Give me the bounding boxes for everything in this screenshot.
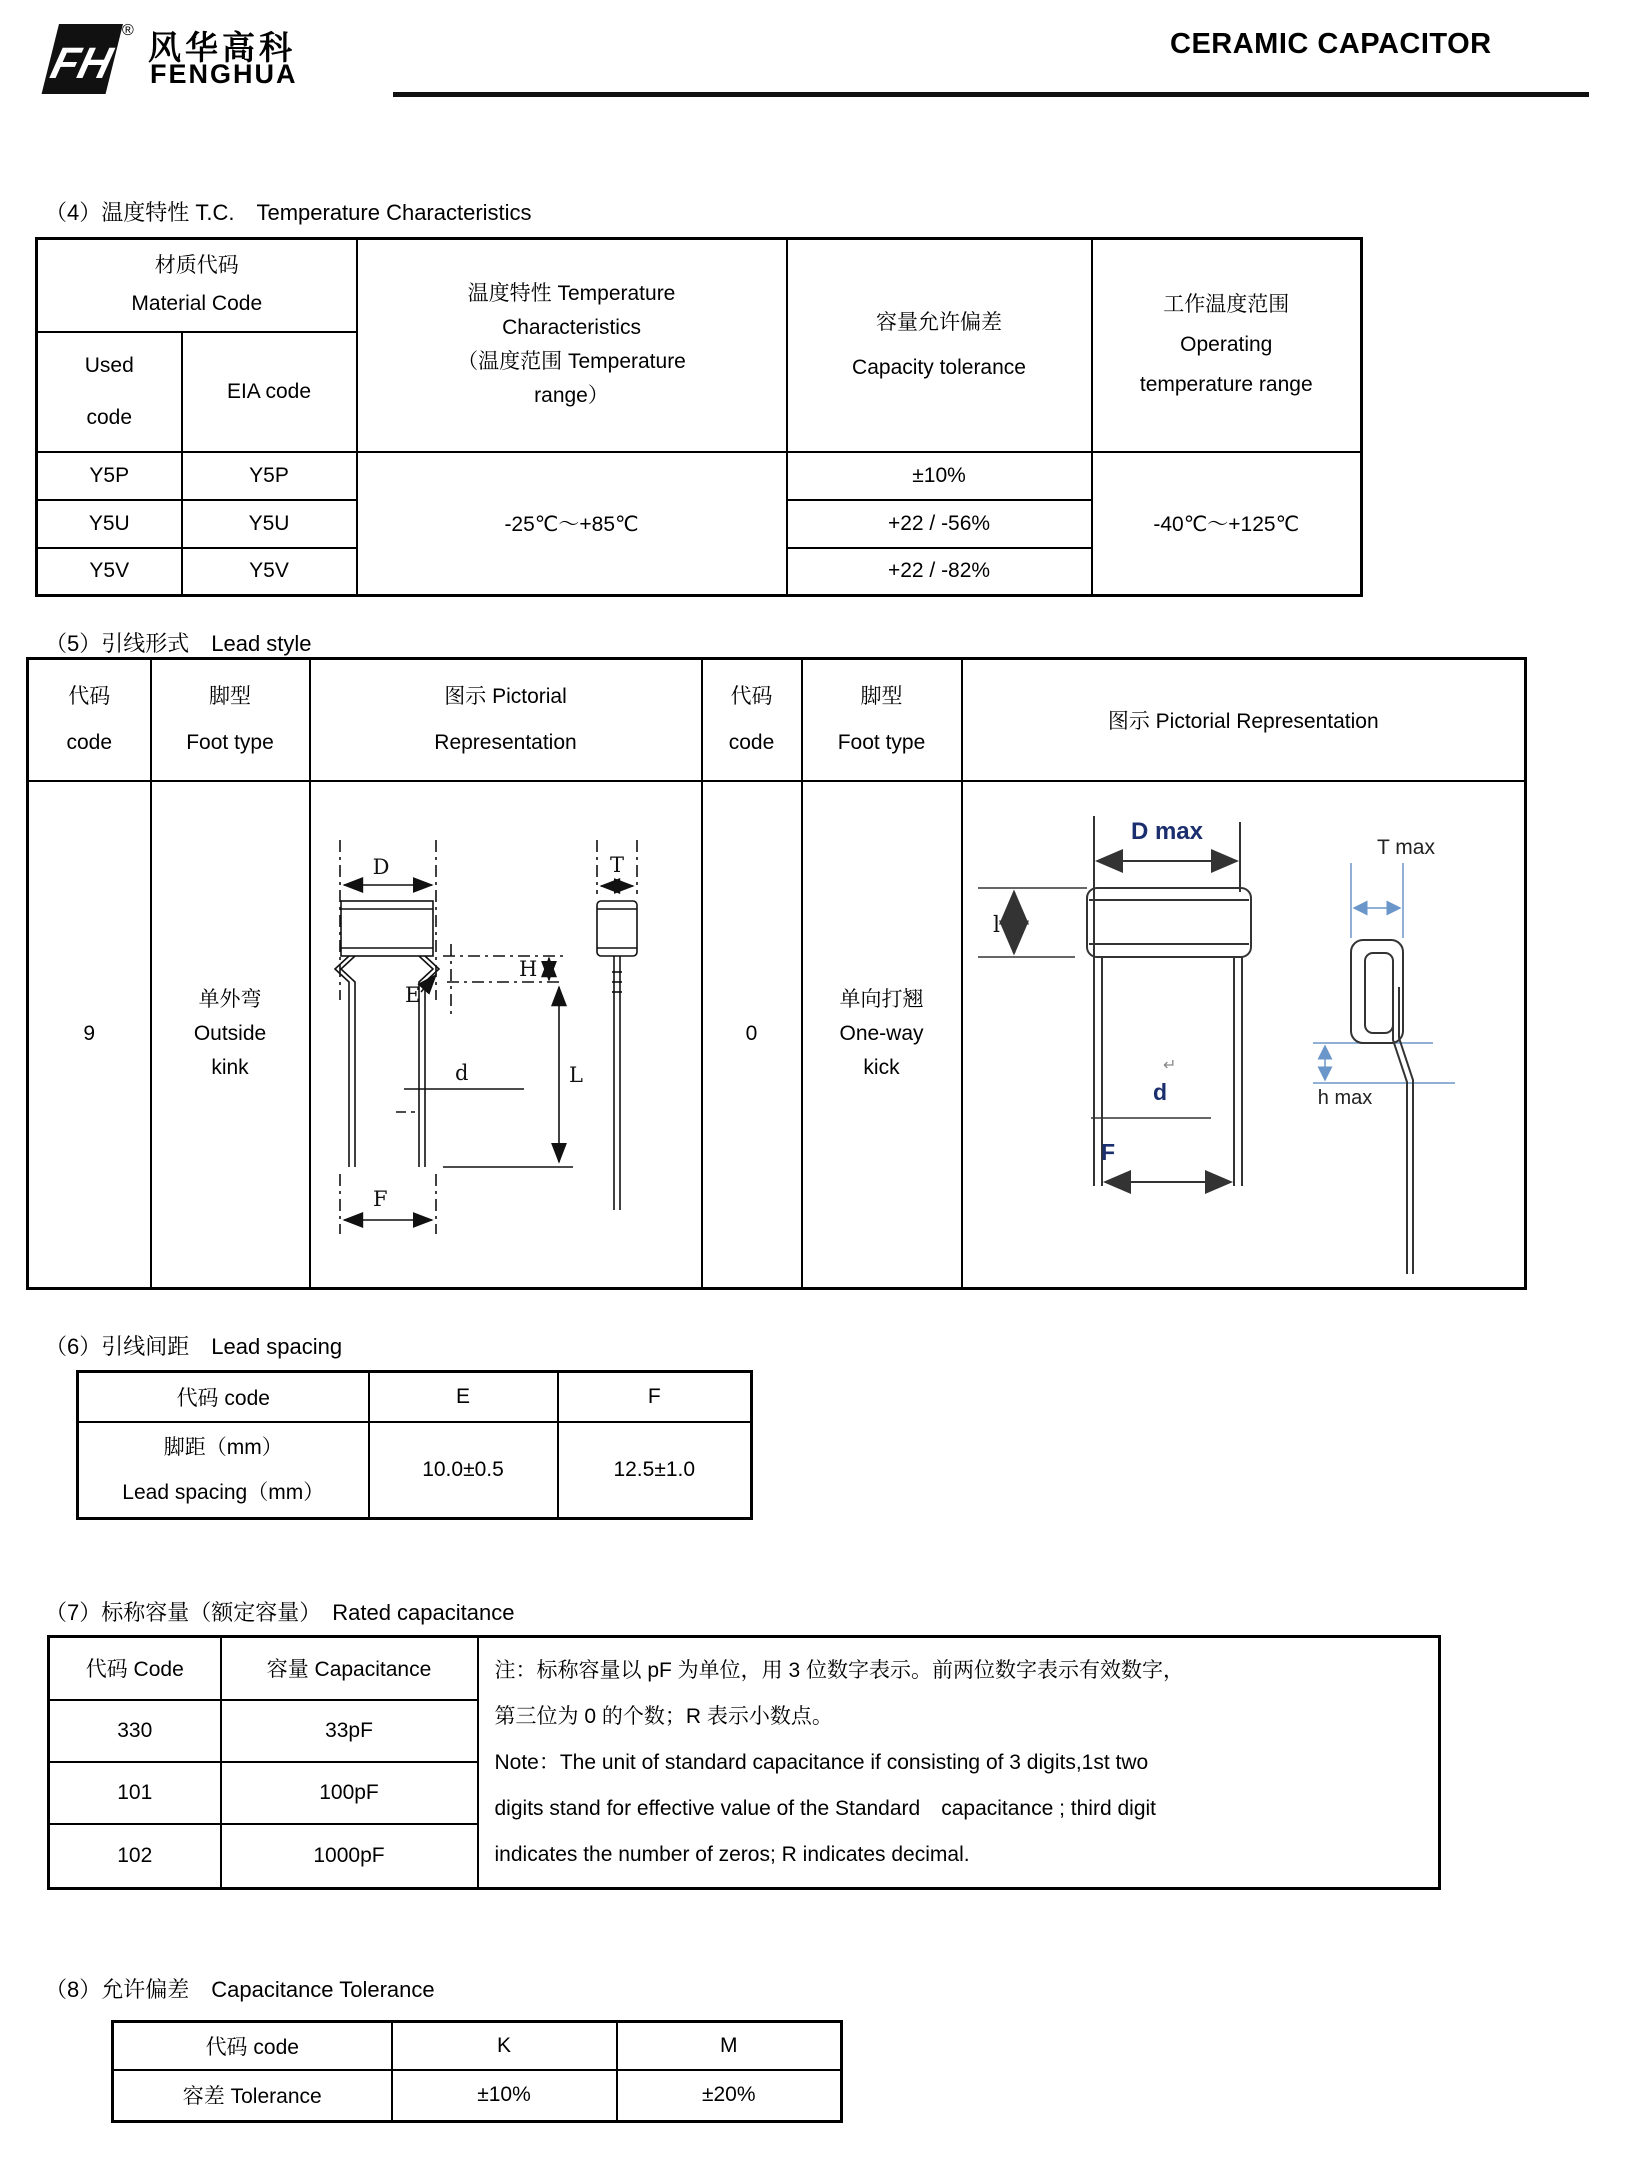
foot-type-en1: One-way bbox=[839, 1022, 924, 1046]
section5-title: （5）引线形式 Lead style bbox=[45, 631, 312, 656]
one-way-kick-diagram bbox=[963, 782, 1523, 1286]
lead-style-table bbox=[26, 657, 1527, 1290]
pictorial-header-right: 图示 Pictorial Representation bbox=[962, 659, 1526, 781]
dim-label-E: E bbox=[404, 983, 420, 1008]
rated-capacitance-table bbox=[47, 1635, 1441, 1890]
capacitance-note-cell bbox=[478, 1637, 1440, 1889]
used-code-header-line2: code bbox=[86, 405, 133, 429]
outside-kink-diagram-cell bbox=[310, 781, 702, 1289]
dim-label-d: d bbox=[454, 1061, 468, 1086]
pictorial-header-left bbox=[310, 659, 702, 781]
document-title: CERAMIC CAPACITOR bbox=[1170, 28, 1492, 60]
eia-code-cell: Y5V bbox=[182, 548, 357, 596]
section6-title: （6）引线间距 Lead spacing bbox=[45, 1334, 343, 1359]
tolerance-cell: +22 / -56% bbox=[787, 500, 1092, 548]
code-header-zh: 代码 bbox=[730, 684, 773, 708]
dim-label-F: F bbox=[1100, 1139, 1115, 1166]
temp-header-line3: （温度范围 Temperature bbox=[457, 350, 686, 374]
material-code-header bbox=[37, 239, 357, 332]
eia-code-header: EIA code bbox=[182, 332, 357, 452]
outside-kink-diagram bbox=[311, 782, 701, 1286]
capacity-tolerance-header-zh: 容量允许偏差 bbox=[876, 311, 1003, 335]
m-value-cell: ±20% bbox=[617, 2070, 842, 2122]
capacitance-code-cell: 101 bbox=[49, 1762, 221, 1824]
dim-label-D: D bbox=[372, 855, 389, 880]
used-code-cell: Y5V bbox=[37, 548, 182, 596]
foot-type-cell bbox=[151, 781, 310, 1289]
lead-style-code-cell: 9 bbox=[28, 781, 151, 1289]
foot-type-header-right bbox=[802, 659, 962, 781]
used-code-header bbox=[37, 332, 182, 452]
code-header-left bbox=[28, 659, 151, 781]
material-code-header-en: Material Code bbox=[131, 292, 263, 316]
section7-title: （7）标称容量（额定容量） Rated capacitance bbox=[45, 1600, 515, 1625]
lead-style-code-cell: 0 bbox=[702, 781, 802, 1289]
capacitance-code-cell: 330 bbox=[49, 1700, 221, 1762]
code-header-zh: 代码 bbox=[68, 684, 111, 708]
foot-type-zh: 单外弯 bbox=[198, 988, 262, 1012]
eia-code-cell: Y5U bbox=[182, 500, 357, 548]
capacitance-code-cell: 102 bbox=[49, 1824, 221, 1889]
lead-spacing-table bbox=[76, 1370, 753, 1520]
foot-type-header-en: Foot type bbox=[837, 730, 926, 754]
material-code-header-zh: 材质代码 bbox=[154, 254, 239, 278]
capacitance-value-cell: 1000pF bbox=[221, 1824, 478, 1889]
registered-trademark-icon: ® bbox=[122, 22, 134, 39]
dim-label-L: L bbox=[568, 1063, 583, 1088]
operating-range-header bbox=[1092, 239, 1362, 452]
code-header: 代码 code bbox=[78, 1372, 369, 1422]
foot-type-en1: Outside bbox=[193, 1022, 267, 1046]
temperature-characteristics-table bbox=[35, 237, 1363, 597]
col-f-header: F bbox=[558, 1372, 752, 1422]
capacitance-value-cell: 100pF bbox=[221, 1762, 478, 1824]
one-way-kick-diagram-cell bbox=[962, 781, 1526, 1289]
operating-range-header-en2: temperature range bbox=[1139, 373, 1313, 397]
foot-type-en2: kick bbox=[863, 1056, 900, 1080]
foot-type-header-left bbox=[151, 659, 310, 781]
logo-chinese-name: 风华高科 bbox=[148, 29, 296, 66]
f-value-cell: 12.5±1.0 bbox=[558, 1422, 752, 1519]
eia-code-cell: Y5P bbox=[182, 452, 357, 500]
tolerance-cell: +22 / -82% bbox=[787, 548, 1092, 596]
code-header: 代码 code bbox=[113, 2022, 392, 2070]
capacity-tolerance-header bbox=[787, 239, 1092, 452]
temp-range-cell: -25℃～+85℃ bbox=[357, 452, 787, 596]
lead-spacing-label-zh: 脚距（mm） bbox=[163, 1435, 283, 1459]
capacitance-header: 容量 Capacitance bbox=[221, 1637, 478, 1700]
tolerance-cell: ±10% bbox=[787, 452, 1092, 500]
foot-type-header-en: Foot type bbox=[186, 730, 274, 754]
temp-characteristics-header bbox=[357, 239, 787, 452]
note-line3: Note：The unit of standard capacitance if consisting of 3 digits,1st two bbox=[494, 1750, 1149, 1774]
operating-range-header-en1: Operating bbox=[1180, 333, 1273, 357]
svg-text:FH: FH bbox=[46, 39, 117, 88]
code-header-right bbox=[702, 659, 802, 781]
used-code-cell: Y5P bbox=[37, 452, 182, 500]
operating-range-header-zh: 工作温度范围 bbox=[1163, 293, 1290, 317]
k-value-cell: ±10% bbox=[392, 2070, 617, 2122]
capacitance-tolerance-table bbox=[111, 2020, 843, 2123]
foot-type-zh: 单向打翘 bbox=[839, 988, 924, 1012]
note-line1: 注：标称容量以 pF 为单位，用 3 位数字表示。前两位数字表示有效数字， bbox=[494, 1658, 1185, 1682]
section8-title: （8）允许偏差 Capacitance Tolerance bbox=[45, 1977, 435, 2002]
col-k-header: K bbox=[392, 2022, 617, 2070]
foot-type-cell bbox=[802, 781, 962, 1289]
temp-header-line4: range） bbox=[534, 384, 609, 408]
dim-label-T: T bbox=[609, 853, 624, 878]
temp-header-line1: 温度特性 Temperature bbox=[467, 282, 676, 306]
code-header-en: code bbox=[728, 730, 775, 754]
dim-label-T-max: T max bbox=[1376, 836, 1435, 860]
lead-spacing-label-cell bbox=[78, 1422, 369, 1519]
fenghua-logo-icon bbox=[40, 20, 130, 98]
lead-spacing-label-en: Lead spacing（mm） bbox=[122, 1480, 325, 1504]
note-line4: digits stand for effective value of the Standard capacitance ; third digit bbox=[494, 1796, 1156, 1820]
logo-latin-name: FENGHUA bbox=[150, 59, 298, 89]
dim-label-H: H bbox=[518, 957, 537, 982]
foot-type-header-zh: 脚型 bbox=[860, 684, 903, 708]
pictorial-header-line1: 图示 Pictorial bbox=[444, 684, 567, 708]
capacitance-value-cell: 33pF bbox=[221, 1700, 478, 1762]
dim-label-h-max: h max bbox=[1317, 1087, 1372, 1110]
note-line2: 第三位为 0 的个数；R 表示小数点。 bbox=[494, 1704, 833, 1728]
code-header: 代码 Code bbox=[49, 1637, 221, 1700]
dim-label-l: l bbox=[992, 913, 1000, 939]
dim-label-F: F bbox=[372, 1187, 388, 1212]
dim-label-d: d bbox=[1152, 1079, 1167, 1106]
dim-label-D-max: D max bbox=[1130, 818, 1203, 846]
pictorial-header-line2: Representation bbox=[434, 730, 577, 754]
tolerance-label-cell: 容差 Tolerance bbox=[113, 2070, 392, 2122]
capacity-tolerance-header-en: Capacity tolerance bbox=[852, 356, 1026, 380]
table-row bbox=[37, 452, 1362, 500]
foot-type-en2: kink bbox=[211, 1056, 249, 1080]
used-code-header-line1: Used bbox=[84, 353, 134, 377]
foot-type-header-zh: 脚型 bbox=[209, 684, 251, 708]
col-m-header: M bbox=[617, 2022, 842, 2070]
operating-range-cell: -40℃～+125℃ bbox=[1092, 452, 1362, 596]
section4-title: （4）温度特性 T.C. Temperature Characteristics bbox=[45, 200, 532, 225]
paragraph-mark: ↵ bbox=[1162, 1057, 1176, 1075]
used-code-cell: Y5U bbox=[37, 500, 182, 548]
header-rule bbox=[393, 92, 1589, 97]
temp-header-line2: Characteristics bbox=[502, 316, 641, 340]
col-e-header: E bbox=[369, 1372, 558, 1422]
note-line5: indicates the number of zeros; R indicates decimal. bbox=[494, 1842, 970, 1866]
fenghua-logo bbox=[40, 20, 130, 98]
code-header-en: code bbox=[66, 730, 113, 754]
e-value-cell: 10.0±0.5 bbox=[369, 1422, 558, 1519]
